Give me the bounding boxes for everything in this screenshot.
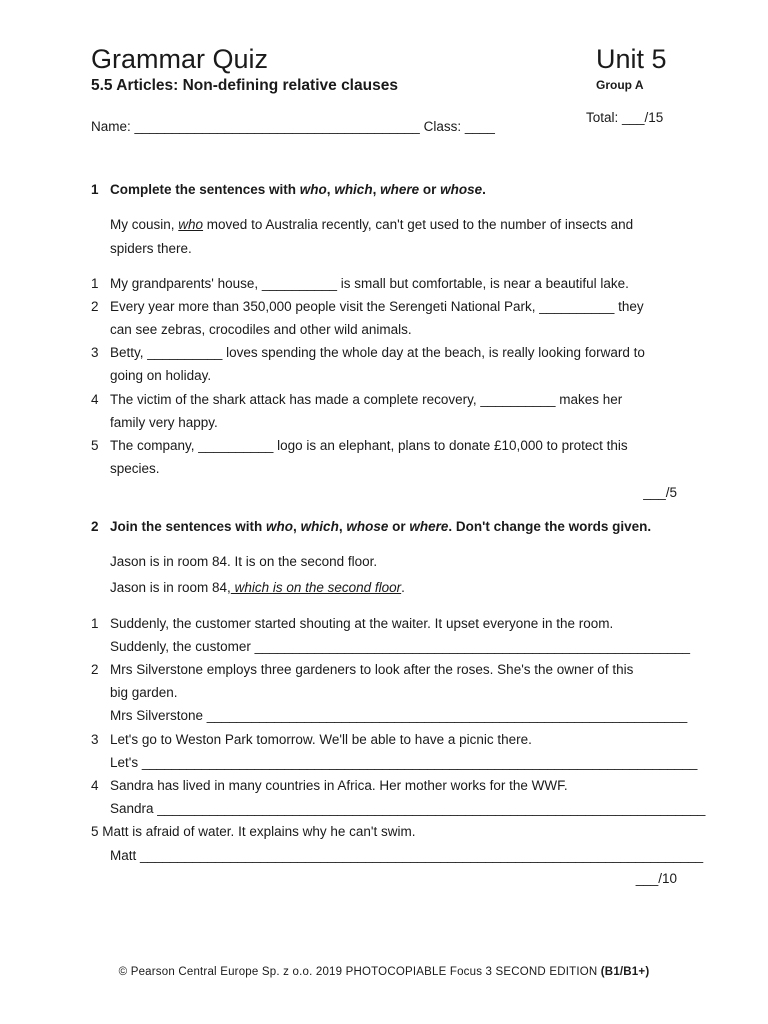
total-score: Total: ___/15 [586,110,664,125]
exercise-2-item-2-answer: Mrs Silverstone ________________________________________________________________ [110,708,688,723]
exercise-2-item-3: Let's go to Weston Park tomorrow. We'll be able to have a picnic there. [110,732,532,747]
exercise-1-item-4-line2: family very happy. [110,415,218,430]
item-number: 1 [91,276,99,291]
example-text: moved to Australia recently, can't get used to the number of insects and [203,217,634,232]
example-answer: who [178,217,204,232]
footer-text: © Pearson Central Europe Sp. z o.o. 2019 PHOTOCOPIABLE Focus 3 SECOND EDITION [118,966,601,978]
example-text: . [401,580,405,595]
exercise-1-item-1: My grandparents' house, __________ is small but comfortable, is near a beautiful lake. [110,276,629,291]
item-number: 3 [91,732,99,747]
instruction-sep: , [338,519,347,534]
unit-label: Unit 5 [596,44,667,74]
instruction-text: Join the sentences with [110,519,267,534]
exercise-1-number: 1 [91,182,99,197]
exercise-1-item-2: Every year more than 350,000 people visit the Serengeti National Park, __________ they [110,299,644,314]
exercise-2-item-3-answer: Let's __________________________________________________________________________ [110,755,698,770]
instruction-sep: , [326,182,335,197]
item-number: 2 [91,662,99,677]
exercise-2-example-line2 [110,580,405,595]
exercise-2-score: ___/10 [635,871,677,886]
exercise-2-instruction [110,519,651,534]
exercise-1-item-2-line2: can see zebras, crocodiles and other wild animals. [110,322,412,337]
instruction-text: Complete the sentences with [110,182,300,197]
instruction-word: whose [440,182,483,197]
exercise-2-item-5-answer: Matt ___________________________________________________________________________ [110,848,704,863]
instruction-word: whose [346,519,389,534]
quiz-subtitle: 5.5 Articles: Non-defining relative clauses [91,77,398,94]
example-text: My cousin, [110,217,179,232]
exercise-1-score: ___/5 [643,485,677,500]
exercise-2-example-line1: Jason is in room 84. It is on the second floor. [110,554,378,569]
exercise-2-item-4-answer: Sandra _________________________________________________________________________ [110,801,706,816]
instruction-word: where [380,182,420,197]
instruction-sep: . [482,182,486,197]
exercise-2-item-4: Sandra has lived in many countries in Africa. Her mother works for the WWF. [110,778,568,793]
exercise-2-item-2-line2: big garden. [110,685,178,700]
item-number: 5 [91,438,99,453]
item-number: 4 [91,392,99,407]
exercise-1-item-3-line2: going on holiday. [110,368,212,383]
exercise-2-item-1: Suddenly, the customer started shouting at the waiter. It upset everyone in the room. [110,616,614,631]
instruction-word: which [334,182,373,197]
item-number: 2 [91,299,99,314]
exercise-1-item-5-line2: species. [110,461,160,476]
example-text: Jason is in room 84, [110,580,231,595]
exercise-1-item-3: Betty, __________ loves spending the whole day at the beach, is really looking forward to [110,345,645,360]
exercise-2-number: 2 [91,519,99,534]
footer-level: (B1/B1+) [600,966,650,978]
item-number: 4 [91,778,99,793]
instruction-word: which [300,519,339,534]
instruction-sep: or [388,519,410,534]
exercise-1-instruction [110,182,486,197]
name-class-line: Name: ______________________________________ Class: ____ [91,119,495,134]
item-number: 3 [91,345,99,360]
instruction-text: . Don't change the words given. [448,519,652,534]
group-label: Group A [596,78,644,92]
instruction-sep: , [372,182,381,197]
example-answer: which is on the second floor [230,580,402,595]
item-number: 1 [91,616,99,631]
instruction-sep: or [419,182,441,197]
exercise-2-item-1-answer: Suddenly, the customer __________________________________________________________ [110,639,691,654]
exercise-2-item-5: 5 Matt is afraid of water. It explains why he can't swim. [91,824,416,839]
exercise-1-item-5: The company, __________ logo is an elephant, plans to donate £10,000 to protect this [110,438,628,453]
exercise-2-item-2: Mrs Silverstone employs three gardeners to look after the roses. She's the owner of this [110,662,634,677]
quiz-title: Grammar Quiz [91,44,269,74]
exercise-1-example-line2: spiders there. [110,241,192,256]
exercise-1-example [110,217,633,232]
instruction-word: who [299,182,327,197]
copyright-footer [0,966,768,978]
exercise-1-item-4: The victim of the shark attack has made a complete recovery, __________ makes her [110,392,623,407]
instruction-word: where [409,519,449,534]
instruction-sep: , [293,519,301,534]
instruction-word: who [266,519,294,534]
